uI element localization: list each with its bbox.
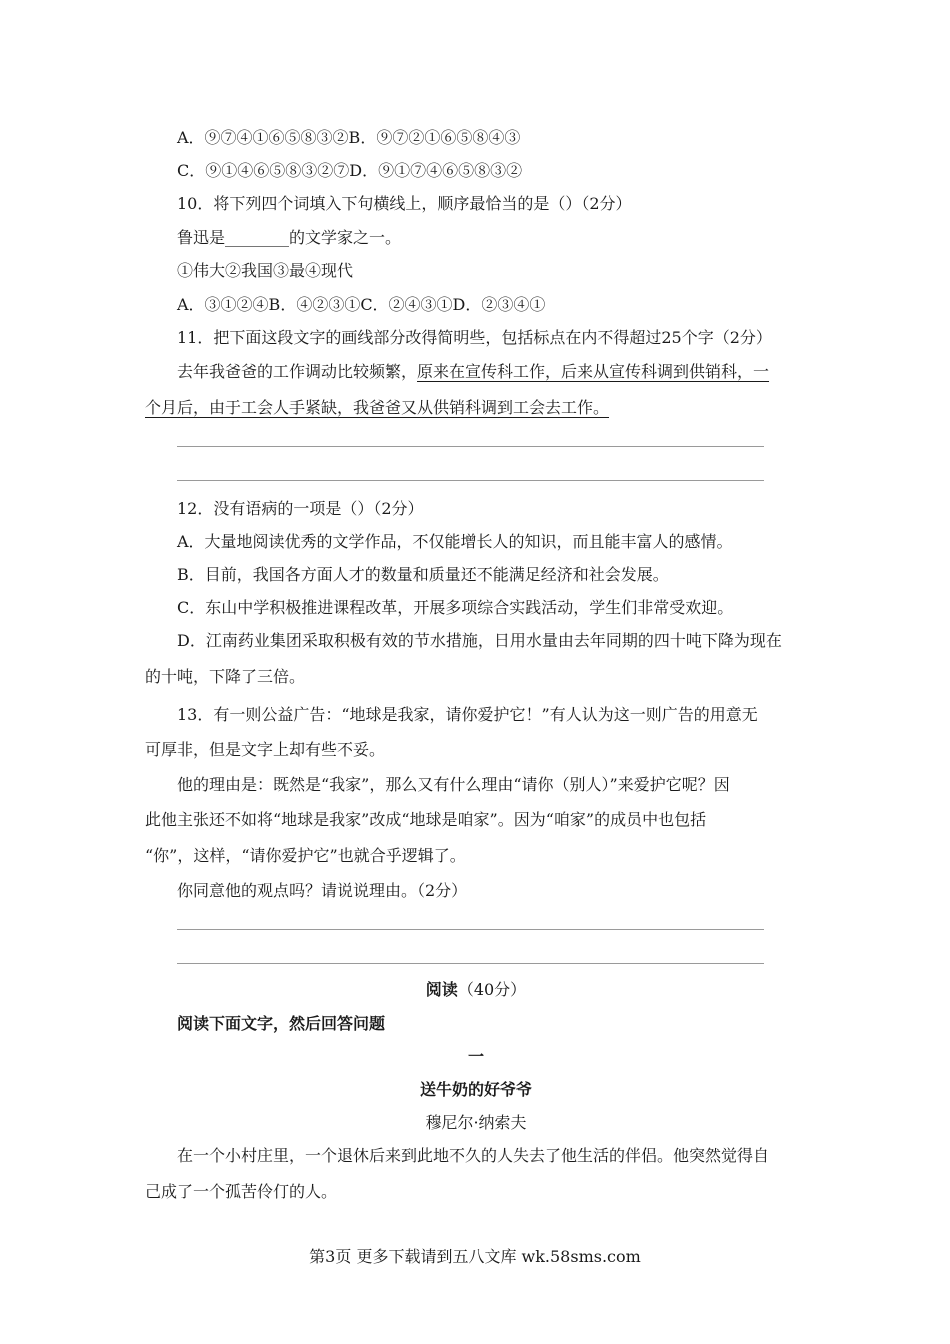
question-12-option-d-cont: 的十吨，下降了三倍。 [145,667,306,686]
article-author: 穆尼尔·纳索夫 [425,1113,527,1132]
question-10-options: A．③①②④B．④②③①C．②④③①D．②③④① [177,295,546,314]
question-11-underlined-text: 原来在宣传科工作，后来从宣传科调到供销科，一 [417,362,770,381]
question-12-stem: 12．没有语病的一项是（）（2分） [177,499,424,518]
reading-instruction: 阅读下面文字，然后回答问题 [177,1014,386,1033]
page-footer: 第3页 更多下载请到五八文库 wk.58sms.com [309,1247,641,1266]
article-paragraph: 在一个小村庄里，一个退休后来到此地不久的人失去了他生活的伴侣。他突然觉得自 [177,1146,770,1165]
article-title: 送牛奶的好爷爷 [419,1080,532,1099]
question-10-stem: 10．将下列四个词填入下句横线上，顺序最恰当的是（）（2分） [177,194,632,213]
question-13-question: 你同意他的观点吗？请说说理由。（2分） [177,881,468,900]
answer-line[interactable] [177,929,764,930]
question-11-underlined-text-2: 个月后，由于工会人手紧缺，我爸爸又从供销科调到工会去工作。 [145,398,610,417]
reading-heading-score: （40分） [457,980,527,999]
question-11-text-line-2 [145,398,807,418]
section-number: 一 [467,1047,484,1066]
question-10-sentence: 鲁迅是________的文学家之一。 [177,228,402,247]
question-13-stem: 13．有一则公益广告：“地球是我家，请你爱护它！”有人认为这一则广告的用意无 [177,705,758,724]
reading-heading-label: 阅读 [425,980,458,999]
question-11-plain-text: 去年我爸爸的工作调动比较频繁， [177,362,418,381]
answer-line[interactable] [177,446,764,447]
reading-section-heading [145,980,807,1000]
question-12-option-c: C．东山中学积极推进课程改革，开展多项综合实践活动，学生们非常受欢迎。 [177,598,734,617]
question-13-reason: 他的理由是：既然是“我家”，那么又有什么理由“请你（别人）”来爱护它呢？因 [177,775,730,794]
question-10-words: ①伟大②我国③最④现代 [177,261,354,280]
option-line-9cd: C．⑨①④⑥⑤⑧③②⑦D．⑨①⑦④⑥⑤⑧③② [177,161,523,180]
question-12-option-b: B．目前，我国各方面人才的数量和质量还不能满足经济和社会发展。 [177,565,669,584]
question-12-option-a: A．大量地阅读优秀的文学作品，不仅能增长人的知识，而且能丰富人的感情。 [177,532,733,551]
answer-line[interactable] [177,480,764,481]
question-13-reason-cont: “你”，这样，“请你爱护它”也就合乎逻辑了。 [145,846,466,865]
answer-line[interactable] [177,963,764,964]
question-11-text-line-1 [177,362,839,382]
question-13-reason-cont: 此他主张还不如将“地球是我家”改成“地球是咱家”。因为“咱家”的成员中也包括 [145,810,707,829]
question-11-stem: 11．把下面这段文字的画线部分改得简明些，包括标点在内不得超过25个字（2分） [177,328,772,347]
question-13-stem-cont: 可厚非，但是文字上却有些不妥。 [145,740,386,759]
question-12-option-d: D．江南药业集团采取积极有效的节水措施，日用水量由去年同期的四十吨下降为现在 [177,631,782,650]
option-line-9ab: A．⑨⑦④①⑥⑤⑧③②B．⑨⑦②①⑥⑤⑧④③ [177,128,521,147]
article-paragraph-cont: 己成了一个孤苦伶仃的人。 [145,1182,338,1201]
